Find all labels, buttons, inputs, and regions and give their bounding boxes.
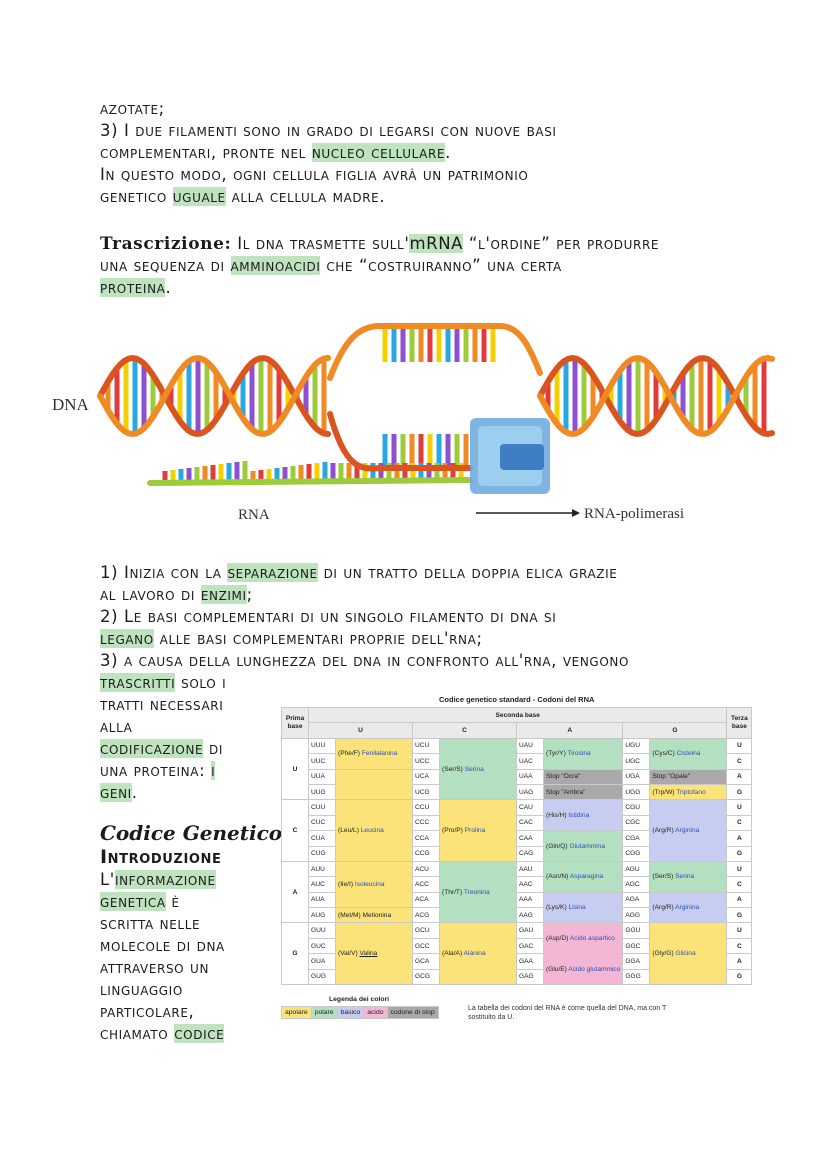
second-base-row [282,723,752,738]
amino-acid-abbr: (Thr/T) [442,888,464,896]
text: Il dna trasmette sull' [231,234,410,253]
amino-acid-cell [544,800,623,831]
amino-acid-name: Isoleucina [354,880,385,888]
third-base: U [727,923,752,938]
legend-item: basico [337,1006,365,1019]
table-row [282,800,752,815]
codon: GCG [413,969,440,984]
third-base: A [727,892,752,907]
text-line [100,891,282,913]
text-line [100,979,282,1001]
highlight: uguale [172,187,226,206]
second-base-g: G [623,723,727,738]
highlight: proteina [100,278,166,297]
third-base-header: Terza base [727,708,752,739]
text-line [100,822,282,846]
text: molecole di dna [100,936,225,955]
amino-acid-name: Glutammina [569,842,605,850]
codon: CGG [623,846,650,861]
arrow-head-icon [572,509,580,517]
text: alle basi complementari proprie dell'rna; [153,629,483,648]
amino-acid-name: Stop "Ocra" [546,773,581,781]
codon: AUC [309,877,336,892]
codon: GAA [517,954,544,969]
text: alla [100,717,133,736]
text: una proteina: [100,761,212,780]
first-base-u: U [282,738,309,800]
text-line [100,672,282,694]
table-title: Codice genetico standard - Codoni del RNA [438,695,595,704]
codon: CCU [413,800,440,815]
genetic-code-figure [281,693,752,985]
amino-acid-name: Arginina [675,827,700,835]
text-line [100,628,629,650]
text: di [203,739,224,758]
amino-acid-abbr: (Gly/G) [652,950,676,958]
text: ; [246,585,253,604]
amino-acid-cell [336,769,413,800]
amino-acid-abbr: (Arg/R) [652,827,676,835]
amino-acid-cell [544,784,623,799]
amino-acid-cell [440,738,517,800]
codon: GCA [413,954,440,969]
second-base-c: C [413,723,517,738]
table-row [282,769,752,784]
codon: AUA [309,892,336,907]
amino-acid-name: Serina [464,765,484,773]
codon: GCC [413,938,440,953]
highlight: geni [100,783,132,802]
codon: AAA [517,892,544,907]
text: attraverso un [100,958,210,977]
third-base: U [727,800,752,815]
text: azotate; [100,99,165,118]
paragraph-steps [100,562,629,672]
strand [330,326,540,378]
amino-acid-abbr: (Ser/S) [652,873,676,881]
amino-acid-cell [336,908,413,923]
rna-label: RNA [238,507,270,523]
amino-acid-abbr: (Cys/C) [652,750,677,758]
paragraph-trascrizione [100,233,659,299]
text-line [100,186,557,208]
first-base-c: C [282,800,309,862]
amino-acid-name: Stop "Ambra" [546,788,586,796]
third-base: U [727,738,752,753]
amino-acid-abbr: (Phe/F) [338,750,362,758]
text: è [165,892,180,911]
text-line [100,277,659,299]
text: L' [100,870,115,889]
codon: UUA [309,769,336,784]
amino-acid-cell [650,923,727,985]
text: . [131,783,138,802]
codon: CUG [309,846,336,861]
codon: UAA [517,769,544,784]
codon: UCG [413,784,440,799]
text: alla cellula madre. [225,187,386,206]
amino-acid-cell [544,954,623,985]
codon: UUU [309,738,336,753]
codon: CAC [517,815,544,830]
text-line [100,120,557,142]
text: al lavoro di [100,585,201,604]
amino-acid-cell [336,861,413,907]
codon: CCA [413,831,440,846]
codon: GUU [309,923,336,938]
codon: UCC [413,754,440,769]
text-line [100,694,282,716]
paragraph-replication [100,98,557,208]
text: chiamato [100,1024,175,1043]
amino-acid-abbr: (Met/M) [338,911,363,919]
text-line [100,142,557,164]
codon: CUU [309,800,336,815]
amino-acid-cell [544,923,623,954]
codon: GAC [517,938,544,953]
text: linguaggio [100,980,183,999]
text-line [100,584,629,606]
first-base-g: G [282,923,309,985]
text: complementari, pronte nel [100,143,312,162]
text: . [165,278,172,297]
amino-acid-abbr: (Gln/Q) [546,842,570,850]
codon: AUG [309,908,336,923]
amino-acid-abbr: (Leu/L) [338,827,361,835]
amino-acid-name: Valina [359,950,378,958]
legend-item: apolare [281,1006,312,1019]
polymerase-label: RNA-polimerasi [584,506,684,522]
side-column [100,672,282,1045]
third-base: A [727,769,752,784]
first-base-a: A [282,861,309,923]
codon: GGA [623,954,650,969]
codon: AAC [517,877,544,892]
table-row [282,923,752,938]
codon: GUC [309,938,336,953]
amino-acid-cell [544,738,623,769]
text-line [100,957,282,979]
highlight: informazione [114,870,216,889]
codon: UGA [623,769,650,784]
amino-acid-name: Triptofano [676,788,706,796]
table-row [282,738,752,753]
amino-acid-abbr: (Arg/R) [652,904,676,912]
codon: AUU [309,861,336,876]
codon: UGG [623,784,650,799]
amino-acid-name: Stop "Opale" [652,773,691,781]
text-line [100,716,282,738]
third-base: A [727,831,752,846]
legend-items [281,1006,438,1019]
text: tratti necessari [100,695,224,714]
codon: GUA [309,954,336,969]
legend-item: codone di stop [387,1006,439,1019]
text-line [100,846,282,869]
codon: ACC [413,877,440,892]
amino-acid-cell [650,800,727,862]
codon: ACU [413,861,440,876]
codon: AAU [517,861,544,876]
codon: CGC [623,815,650,830]
codon: UAC [517,754,544,769]
codon: CGU [623,800,650,815]
amino-acid-cell [440,800,517,862]
amino-acid-cell [440,861,517,923]
third-base: G [727,969,752,984]
section-title: Trascrizione: [100,234,232,254]
amino-acid-name: Cisteina [676,750,701,758]
second-base-header: Seconda base [309,708,727,723]
codon: UUG [309,784,336,799]
text: scritta nelle [100,914,201,933]
codon: UAG [517,784,544,799]
amino-acid-abbr: (Ala/A) [442,950,464,958]
codon: GAG [517,969,544,984]
text: una sequenza di [100,256,231,275]
subheading: Introduzione [100,846,222,868]
codon: GUG [309,969,336,984]
highlight: amminoacidi [230,256,321,275]
amino-acid-cell [336,738,413,769]
codon: CAG [517,846,544,861]
text-line [100,738,282,760]
text-line [100,782,282,804]
text-line [100,935,282,957]
amino-acid-cell [544,892,623,923]
strand [150,480,470,483]
amino-acid-cell [650,769,727,784]
amino-acid-name: Treonina [463,888,490,896]
dna-label: DNA [52,395,89,414]
highlight: legano [100,629,154,648]
highlight: mRNA [409,234,464,253]
codon: GGG [623,969,650,984]
amino-acid-name: Alanina [463,950,486,958]
codon: CGA [623,831,650,846]
text-line [100,233,659,255]
text: 2) Le basi complementari di un singolo filamento di dna si [100,607,557,626]
codon: ACA [413,892,440,907]
highlight: genetica [100,892,166,911]
text: 1) Inizia con la [100,563,228,582]
rna-polymerase-enzyme [470,418,550,494]
text: solo i [175,673,227,692]
highlight: separazione [227,563,318,582]
text: . [445,143,451,162]
third-base: G [727,784,752,799]
text-line [100,913,282,935]
amino-acid-abbr: (Ile/I) [338,880,355,888]
highlight: codice [174,1024,225,1043]
highlight: nucleo cellulare [311,143,446,162]
text: particolare, [100,1002,195,1021]
transcription-diagram [0,318,828,548]
text-line [100,606,629,628]
codon: UUC [309,754,336,769]
third-base: G [727,908,752,923]
amino-acid-abbr: (Val/V) [338,950,360,958]
amino-acid-abbr: (Trp/W) [652,788,677,796]
dna-strands [100,326,772,483]
codon: GGU [623,923,650,938]
codon: CAU [517,800,544,815]
highlight: i [211,761,216,780]
codon: AAG [517,908,544,923]
codon: UCU [413,738,440,753]
text: che “costruiranno” una certa [320,256,562,275]
text-line [100,164,557,186]
third-base: G [727,846,752,861]
codon: CUA [309,831,336,846]
third-base: A [727,954,752,969]
text-line [100,869,282,891]
amino-acid-cell [336,923,413,985]
codon: AGA [623,892,650,907]
codon: CCG [413,846,440,861]
codon: GGC [623,938,650,953]
text: “l'ordine” per produrre [463,234,660,253]
codon: UGU [623,738,650,753]
text-line [100,562,629,584]
amino-acid-name: Asparagina [569,873,604,881]
legend-item: acido [363,1006,387,1019]
amino-acid-cell [336,800,413,862]
amino-acid-name: Acido glutammico [568,965,621,973]
first-base-header: Prima base [282,708,309,739]
codon: GCU [413,923,440,938]
codon: AGC [623,877,650,892]
codon-table [281,707,752,985]
section-heading: Codice Genetico [100,821,283,845]
third-base: U [727,861,752,876]
codon: CUC [309,815,336,830]
amino-acid-abbr: (Glu/E) [546,965,569,973]
amino-acid-abbr: (Pro/P) [442,827,465,835]
codon: UAU [517,738,544,753]
amino-acid-name: Istidina [568,811,590,819]
amino-acid-cell [544,769,623,784]
third-base: C [727,938,752,953]
second-base-u: U [309,723,413,738]
amino-acid-cell [650,784,727,799]
codon: AGU [623,861,650,876]
second-base-a: A [517,723,623,738]
highlight: codificazione [100,739,204,758]
text: di un tratto della doppia elica grazie [317,563,618,582]
amino-acid-cell [544,861,623,892]
third-base: C [727,877,752,892]
amino-acid-abbr: (His/H) [546,811,569,819]
text-line [100,255,659,277]
text: In questo modo, ogni cellula figlia avrà un patrimonio [100,165,529,184]
codon: UCA [413,769,440,784]
amino-acid-name: Serina [675,873,695,881]
text: genetico [100,187,173,206]
amino-acid-cell [650,861,727,892]
amino-acid-name: Tirosina [567,750,591,758]
table-row [282,861,752,876]
text-line [100,98,557,120]
legend-title: Legenda dei colori [329,996,390,1003]
third-base: C [727,815,752,830]
amino-acid-abbr: (Tyr/Y) [546,750,568,758]
amino-acid-name: Glicina [675,950,696,958]
color-legend [281,996,438,1019]
text-line [100,760,282,782]
amino-acid-name: Leucina [360,827,384,835]
amino-acid-abbr: (Lys/K) [546,904,569,912]
amino-acid-abbr: (Asn/N) [546,873,570,881]
codon: CCC [413,815,440,830]
table-note: La tabella dei codoni del RNA è come quella del DNA, ma con T sostituito da U. [468,1005,667,1021]
amino-acid-cell [650,738,727,769]
codon: AGG [623,908,650,923]
highlight: enzimi [200,585,247,604]
amino-acid-name: Acido aspartico [569,934,615,942]
text: 3) a causa della lunghezza del dna in confronto all'rna, vengono [100,651,629,670]
text-line [100,1001,282,1023]
amino-acid-abbr: (Ser/S) [442,765,465,773]
text-line [100,650,629,672]
third-base: C [727,754,752,769]
highlight: trascritti [100,673,176,692]
amino-acid-cell [440,923,517,985]
amino-acid-abbr: (Asp/D) [546,934,570,942]
amino-acid-name: Prolina [464,827,486,835]
amino-acid-name: Fenilalanina [361,750,398,758]
codon: UGC [623,754,650,769]
codon: CAA [517,831,544,846]
text-line [100,1023,282,1045]
codon: ACG [413,908,440,923]
amino-acid-name: Arginina [675,904,700,912]
amino-acid-name: Metionina [362,911,392,919]
amino-acid-cell [544,831,623,862]
text: 3) I due filamenti sono in grado di legarsi con nuove basi [100,121,557,140]
amino-acid-cell [650,892,727,923]
amino-acid-name: Lisina [568,904,586,912]
codon: GAU [517,923,544,938]
legend-item: polare [311,1006,338,1019]
